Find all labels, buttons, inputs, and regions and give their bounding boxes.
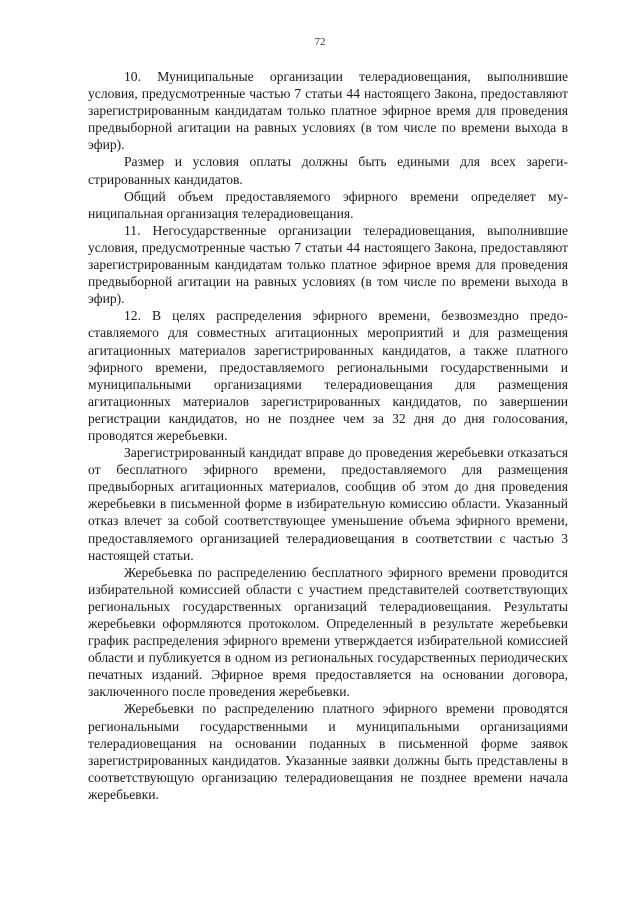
page-number: 72 (314, 36, 326, 48)
paragraph-12: 12. В целях распределения эфирного времени, безвозмездно предоставляемого для совместных агитационных мероприятий и для размещения агитационных материалов зарегистрированных кандидатов, а также платного эфирного времени, предоставляемого региональными государственными и муниципальными организациями телерадиовещания для размещения агитационных материалов зарегистрированных кандидатов, по завершении регистрации кандидатов, но не позднее чем за 32 дня до дня голосования, проводятся жеребьевки. (88, 308, 568, 443)
paragraph-payment-terms: Размер и условия оплаты должны быть едиными для всех зарегистрированных кандидатов. (88, 154, 568, 187)
paragraph-11: 11. Негосударственные организации телерадиовещания, выполнившие условия, предусмотренные частью 7 статьи 44 настоящего Закона, предоставляют зарегистрированным кандидатам только платное эфирное время для проведения предвыборной агитации на равных условиях (в том числе по времени выхода в эфир). (88, 222, 568, 307)
paragraph-candidate-refusal: Зарегистрированный кандидат вправе до проведения жеребьевки отказаться от бесплатного эфирного времени, предоставляемого для размещения предвыборных агитационных материалов, сообщив об этом до дня проведения жеребьевки в письменной форме в избирательную комиссию области. Указанный отказ влечет за собой соответствующее уменьшение объема эфирного времени, предоставляемого организацией телерадиовещания в соответствии с частью 3 настоящей статьи. (88, 445, 568, 563)
paragraph-paid-airtime-lottery: Жеребьевки по распределению платного эфирного времени проводятся региональными государственными и муниципальными организациями телерадиовещания на основании поданных в письменной форме заявок зарегистрированных кандидатов. Указанные заявки должны быть представлены в соответствующую организацию телерадиовещания не позднее времени начала жеребьевки. (88, 701, 568, 802)
paragraph-free-airtime-lottery: Жеребьевка по распределению бесплатного эфирного времени проводится избирательной комиссией области с участием представителей соответствующих региональных государственных организаций телерадиовещания. Результаты жеребьевки оформляются протоколом. Определенный в результате жеребьевки график распределения эфирного времени утверждается избирательной комиссией области и публикуется в одном из региональных государственных периодических печатных изданий. Эфирное время предоставляется на основании договора, заключенного после проведения жеребьевки. (88, 564, 568, 700)
paragraph-airtime-volume: Общий объем предоставляемого эфирного времени определяет муниципальная организация телерадиовещания. (88, 188, 568, 221)
paragraph-10: 10. Муниципальные организации телерадиовещания, выполнившие условия, предусмотренные частью 7 статьи 44 настоящего Закона, предоставляют зарегистрированным кандидатам только платное эфирное время для проведения предвыборной агитации на равных условиях (в том числе по времени выхода в эфир). (88, 69, 568, 153)
document-body (88, 68, 568, 803)
